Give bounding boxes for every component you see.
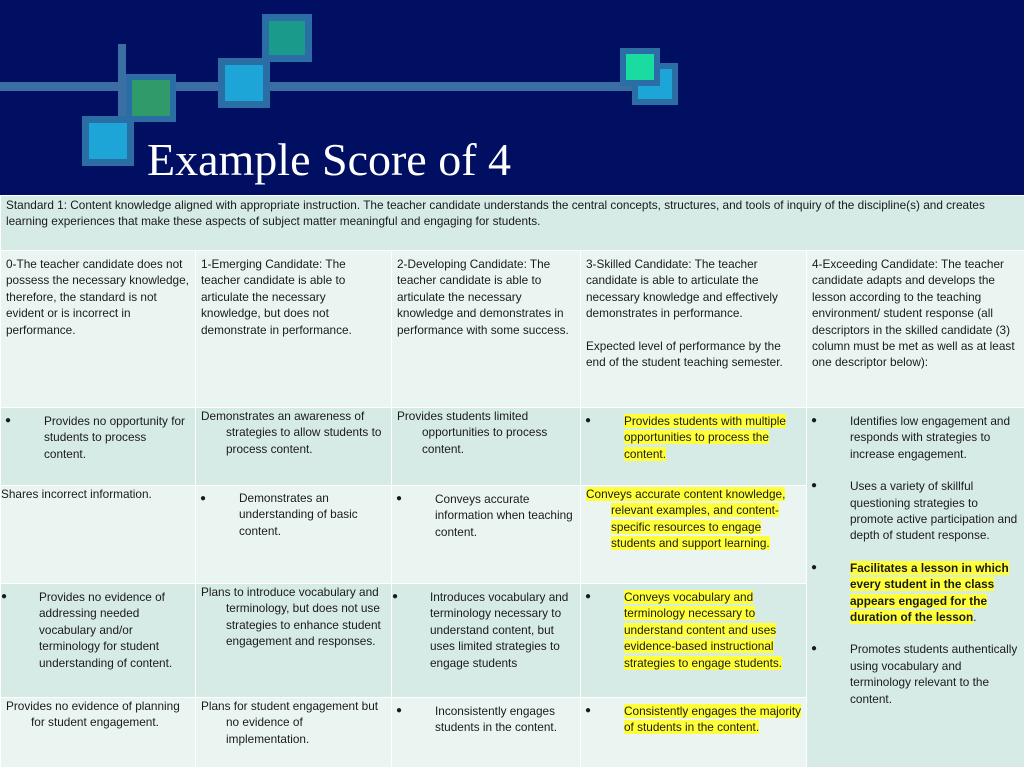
level-4-text: 4-Exceeding Candidate: The teacher candidate adapts and develops the lesson according to the teaching environment/ student response (all descriptors in the skilled candidate (3) column must be met as well as at least one descriptor below): [812,257,1015,370]
row1-level0-text: Provides no opportunity for students to process content. [44,414,185,461]
slide-header [0,0,1024,195]
row2-level2-text: Conveys accurate information when teaching content. [435,492,573,539]
bullet-icon: ● [585,591,592,602]
row1-level0-cell [1,408,196,486]
row4-level0-text: Provides no evidence of planning for student engagement. [6,699,180,730]
row1-level2-text: Provides students limited opportunities to process content. [397,409,548,456]
exceeding-text-2: Uses a variety of skillful questioning strategies to promote active participation and depth of student response. [850,479,1018,543]
level-2-header [392,251,581,408]
row4-level2-cell [392,698,581,768]
row2-level1-text: Demonstrates an understanding of basic content. [239,491,358,538]
exceeding-item [811,560,1020,626]
row3-level0-cell [1,584,196,698]
row2-level1-cell [196,486,392,584]
exceeding-text-3-end: . [973,610,977,625]
decorative-square [626,54,654,80]
row2-level3-cell [581,486,807,584]
level-1-text: 1-Emerging Candidate: The teacher candidate is able to articulate the necessary knowledge, but does not demonstrate in performance. [201,257,352,337]
row1-level1-cell [196,408,392,486]
bullet-icon: ● [392,591,399,602]
slide-title: Example Score of 4 [147,134,512,185]
row2-level0-text: Shares incorrect information. [1,487,152,501]
row4-level1-cell [196,698,392,768]
bullet-icon: ● [585,415,592,426]
row1-level3-text: Provides students with multiple opportunities to process the content. [624,414,786,461]
row1-level2-cell [392,408,581,486]
bullet-icon: ● [200,493,207,504]
row2-level3-text: Conveys accurate content knowledge, relevant examples, and content-specific resources to engage students and support learning. [586,487,786,551]
row3-level0-text: Provides no evidence of addressing needed vocabulary and/or terminology for student understanding of content. [39,590,173,670]
row4-level1-text: Plans for student engagement but no evidence of implementation. [201,699,379,746]
row4-level0-cell [1,698,196,768]
exceeding-item [811,478,1020,544]
row3-level2-cell [392,584,581,698]
row3-level2-text: Introduces vocabulary and terminology necessary to understand content, but uses limited strategies to engage students [430,590,569,670]
level-0-text: 0-The teacher candidate does not possess the necessary knowledge, therefore, the standard is not evident or is incorrect in performance. [6,257,189,337]
level-3-expected: Expected level of performance by the end of the student teaching semester. [586,338,783,370]
row1-level1-text: Demonstrates an awareness of strategies to allow students to process content. [201,409,382,456]
decorative-square [225,65,263,101]
level-3-header [581,251,807,408]
bullet-icon: ● [5,415,12,426]
exceeding-item [811,641,1020,707]
standard-row [1,196,1024,251]
level-header-row [1,251,1024,408]
row3-level3-cell [581,584,807,698]
row3-level3-text: Conveys vocabulary and terminology necessary to understand content and uses evidence-based instructional strategies to engage students. [624,590,783,670]
level-3-text: 3-Skilled Candidate: The teacher candidate is able to articulate the necessary knowledge and effectively demonstrates in performance. [586,257,778,321]
bullet-icon: ● [396,705,403,716]
exceeding-text-1: Identifies low engagement and responds with strategies to increase engagement. [850,414,1011,461]
bullet-icon: ● [396,493,403,504]
exceeding-text-4: Promotes students authentically using vocabulary and terminology relevant to the content. [850,642,1018,706]
exceeding-text-3: Facilitates a lesson in which every student in the class appears engaged for the duration of the lesson [850,560,1009,625]
row1-level3-cell [581,408,807,486]
decorative-square [132,80,170,116]
standard-text: Standard 1: Content knowledge aligned with appropriate instruction. The teacher candidate understands the central concepts, structures, and tools of inquiry of the discipline(s) and creates learning experiences that make these aspects of subject matter meaningful and engaging for students. [6,198,985,229]
bullet-icon: ● [811,643,818,655]
bullet-icon: ● [811,561,818,573]
row2-level2-cell [392,486,581,584]
level-1-header [196,251,392,408]
decorative-square [269,21,305,55]
rubric-row-1 [1,408,1024,486]
bullet-icon: ● [811,415,818,426]
bullet-icon: ● [811,480,818,492]
level-0-header [1,251,196,408]
row4-level2-text: Inconsistently engages students in the content. [435,704,557,735]
decorative-square [89,123,127,159]
row3-level1-cell [196,584,392,698]
rubric-table [0,195,1024,768]
bullet-icon: ● [585,705,592,716]
row4-level3-cell [581,698,807,768]
row3-level1-text: Plans to introduce vocabulary and terminology, but does not use strategies to enhance student engagement and responses. [201,585,381,649]
row2-level3-wrap [581,486,806,552]
row2-level0-cell [1,486,196,584]
exceeding-descriptors-cell [807,408,1024,768]
standard-cell [1,196,1024,251]
bullet-icon: ● [1,591,8,602]
decorative-line [0,82,640,91]
level-2-text: 2-Developing Candidate: The teacher candidate is able to articulate the necessary knowledge and demonstrates in performance with some success. [397,257,569,337]
exceeding-item [811,413,1020,462]
row4-level3-text: Consistently engages the majority of students in the content. [624,704,802,735]
level-4-header [807,251,1024,408]
